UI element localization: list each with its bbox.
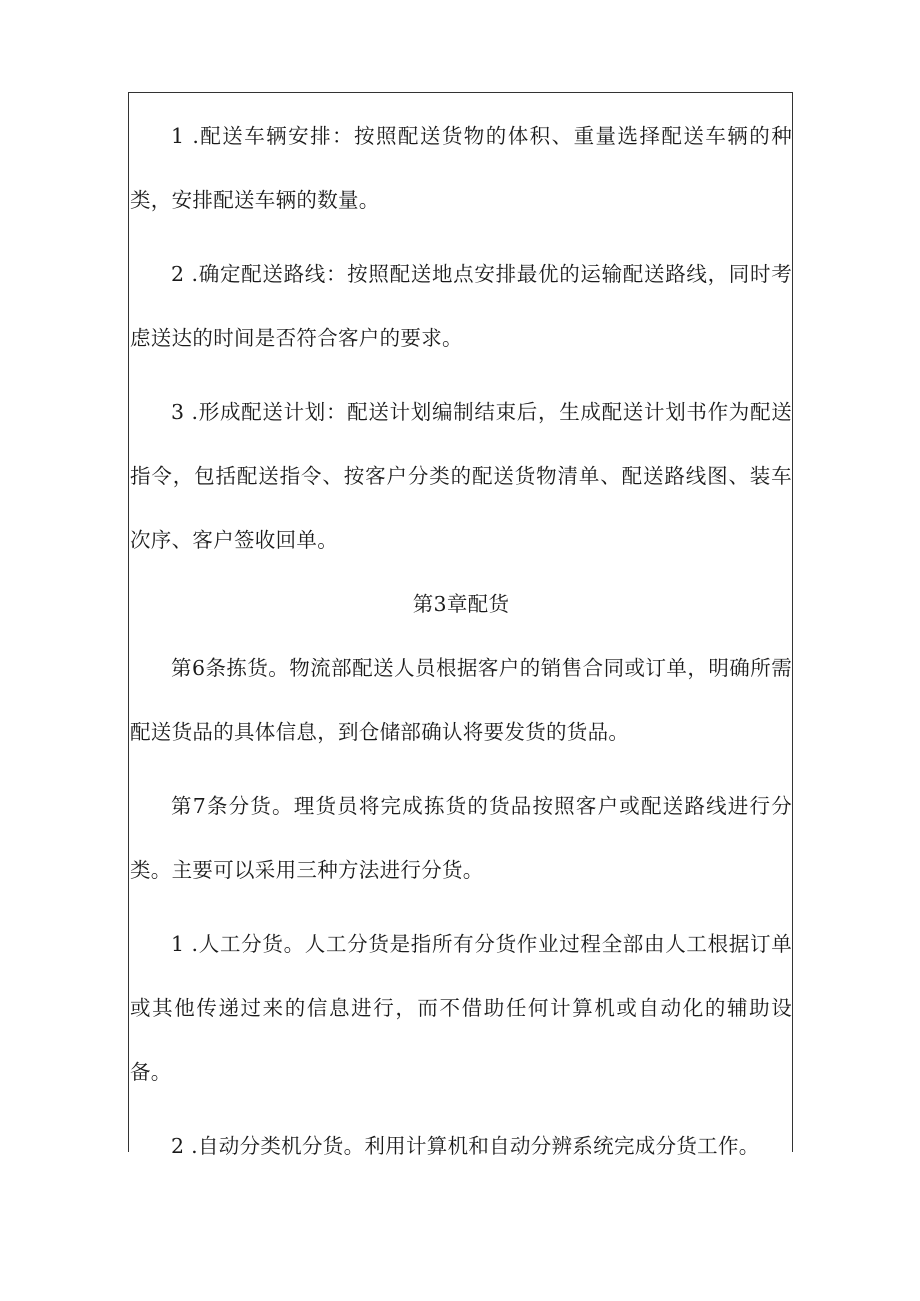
paragraph-article-6: 第6条拣货。物流部配送人员根据客户的销售合同或订单，明确所需配送货品的具体信息，到仓储部确认将要发货的货品。 [130,656,792,744]
chapter-heading: 第3章配货 [412,592,510,616]
paragraph-vehicle-arrangement: 1 .配送车辆安排：按照配送货物的体积、重量选择配送车辆的种类，安排配送车辆的数量。 [130,124,792,212]
paragraph-delivery-plan: 3 .形成配送计划：配送计划编制结束后，生成配送计划书作为配送指令，包括配送指令、按客户分类的配送货物清单、配送路线图、装车次序、客户签收回单。 [130,400,792,552]
document-body [130,92,792,1178]
paragraph-article-7: 第7条分货。理货员将完成拣货的货品按照客户或配送路线进行分类。主要可以采用三种方法进行分货。 [130,794,792,882]
paragraph-route-planning: 2 .确定配送路线：按照配送地点安排最优的运输配送路线，同时考虑送达的时间是否符合客户的要求。 [130,262,792,350]
paragraph-automatic-sorting: 2 .自动分类机分货。利用计算机和自动分辨系统完成分货工作。 [171,1134,760,1158]
paragraph-manual-sorting: 1 .人工分货。人工分货是指所有分货作业过程全部由人工根据订单或其他传递过来的信息进行，而不借助任何计算机或自动化的辅助设备。 [130,932,792,1084]
